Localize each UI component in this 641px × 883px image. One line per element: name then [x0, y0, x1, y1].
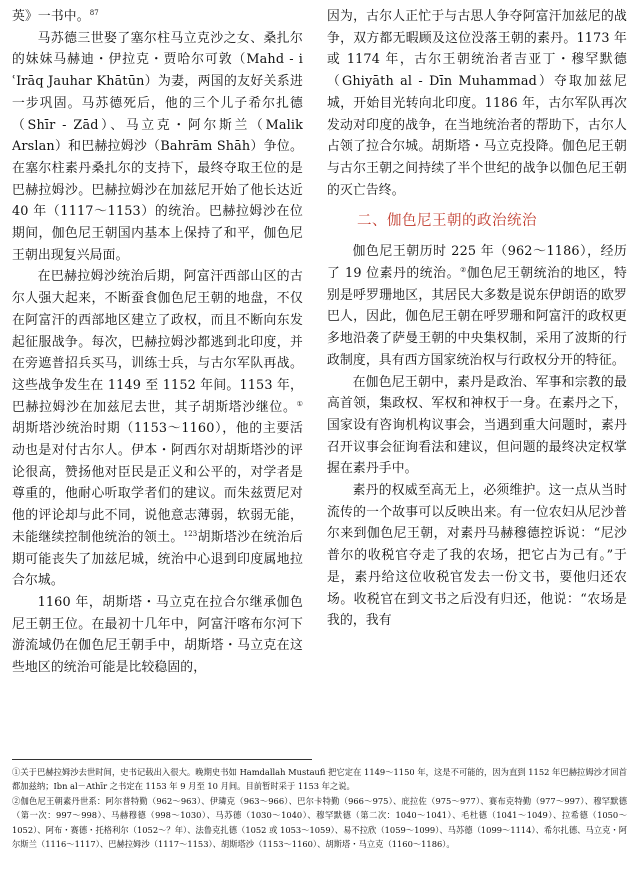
- paragraph: 马苏德三世娶了塞尔柱马立克沙之女、桑扎尔的妹妹马赫迪・伊拉克・贾哈尔可敦（Mahd - i ʿIrāq Jauhar Khātūn）为妻，两国的友好关系进一步巩固。马苏德死后，他的三个儿子希尔扎德（Shīr - Zād）、马立克・阿尔斯兰（Malik Arslan）和巴赫拉姆沙（Bahrām Shāh）争位。在塞尔柱素丹桑扎尔的支持下，最终夺取王位的是巴赫拉姆沙。巴赫拉姆沙在加兹尼开始了他长达近 40 年（1117～1153）的统治。巴赫拉姆沙在位期间，伽色尼王朝国内基本上保持了和平，伽色尼王朝出现复兴局面。: [12, 30, 303, 263]
- note-ref: 123: [183, 529, 198, 538]
- paragraph: 在伽色尼王朝中，素丹是政治、军事和宗教的最高首领，集政权、军权和神权于一身。在素丹之下，国家设有咨询机构议事会，当遇到重大问题时，素丹召开议事会征询看法和建议，但问题的最终决定权掌握在素丹手中。: [327, 374, 627, 477]
- footnotes: [12, 765, 627, 851]
- paragraph: 1160 年，胡斯塔・马立克在拉合尔继承伽色尼王朝王位。在最初十几年中，阿富汗喀布尔河下游流域仍在伽色尼王朝手中，胡斯塔・马立克在这些地区的统治可能是比较稳固的，: [12, 594, 303, 676]
- note-ref: 87: [89, 9, 99, 17]
- paragraph: 在巴赫拉姆沙统治后期，阿富汗西部山区的古尔人强大起来，不断蚕食伽色尼王朝的地盘，不仅在阿富汗的西部地区建立了政权，而且不断向东发起征服战争。每次，巴赫拉姆沙都逃到北印度，并在旁遮普招兵买马，训练士兵，与古尔军队再战。这些战争发生在 1149 至 1152 年间。1153 年，巴赫拉姆沙在加兹尼去世，其子胡斯塔沙继位。①胡斯塔沙统治时期（1153～1160），他的主要活动也是对付古尔人。伊本・阿西尔对胡斯塔沙的评论很高，赞扬他对臣民是正义和公平的，对学者是尊重的，他耐心听取学者们的建议。而朱兹贾尼对他的评论却与此不同，说他意志薄弱，软弱无能，未能继续控制他统治的领土。$^{123}$胡斯塔沙在统治后期可能丧失了加兹尼城，统治中心退到印度属地拉合尔城。: [12, 269, 303, 589]
- footnote-ref: ②: [459, 266, 467, 275]
- right-column: [327, 6, 627, 632]
- footnote: ①关于巴赫拉姆沙去世时间，史书记载出入很大。晚期史书如 Hamdallah Mustaufi 把它定在 1149～1150 年，这是不可能的，因为直到 1152 年巴赫拉姆沙才回首都加兹纳；Ibn al－Athīr 之书定在 1153 年 9 月至 10 月间。目前暂时采于 1153 年之说。: [12, 767, 627, 792]
- left-column: [12, 6, 303, 679]
- paragraph: 素丹的权威至高无上，必须维护。这一点从当时流传的一个故事可以反映出来。有一位农妇从尼沙普尔来到伽色尼王朝，对素丹马赫穆德控诉说：“尼沙普尔的收税官夺走了我的农场，把它占为己有。”于是，素丹给这位收税官发去一份文书，要他归还农场。收税官在到文书之后没有归还，他说：“农场是我的，我有: [327, 483, 627, 629]
- footnote: ②伽色尼王朝素丹世系：阿尔普特勤（962～963）、伊璘克（963～966）、巴尔卡特勤（966～975）、庇拉佐（975～977）、赛布克特勤（977～997）、穆罕默德（第一次：997～998）、马赫穆德（998～1030）、马苏德（1030～1040）、穆罕默德（第二次：1040～1041）、毛杜德（1041～1049）、拉希德（1050～1052）、阿布・赛德・托格利尔（1052～？年）、法鲁克扎德（1052 或 1053～1059）、易不拉欣（1059～1099）、马苏德（1099～1114）、希尔扎德、马立克・阿尔斯兰（1116～1117）、巴赫拉姆沙（1117～1153）、胡斯塔沙（1153～1160）、胡斯塔・马立克（1160～1186）。: [12, 795, 627, 850]
- paragraph: 因为，古尔人正忙于与古思人争夺阿富汗加兹尼的战争，双方都无暇顾及这位没落王朝的素丹。1173 年或 1174 年，古尔王朝统治者吉亚丁・穆罕默德（Ghiyāth al - Dīn Muhammad）夺取加兹尼城，开始目光转向北印度。1186 年，古尔军队再次发动对印度的战争，在当地统治者的帮助下，古尔人占领了拉合尔城。胡斯塔・马立克投降。伽色尼王朝与古尔王朝之间持续了半个世纪的战争以伽色尼王朝的灭亡告终。: [327, 9, 627, 198]
- footnote-ref: ①: [296, 399, 303, 408]
- footnote-divider: [12, 759, 312, 760]
- paragraph: 伽色尼王朝历时 225 年（962～1186），经历了 19 位素丹的统治。②伽色尼王朝统治的地区，特别是呼罗珊地区，其居民大多数是说东伊朗语的欧罗巴人，因此，伽色尼王朝在呼罗珊和阿富汗的政权更多地沿袭了萨曼王朝的中央集权制，采用了波斯的行政制度，具有西方国家统治权与行政权分开的特征。: [327, 244, 627, 368]
- section-heading: 二、伽色尼王朝的政治统治: [357, 213, 537, 230]
- paragraph: 英》一书中。$^{87}$: [12, 9, 99, 24]
